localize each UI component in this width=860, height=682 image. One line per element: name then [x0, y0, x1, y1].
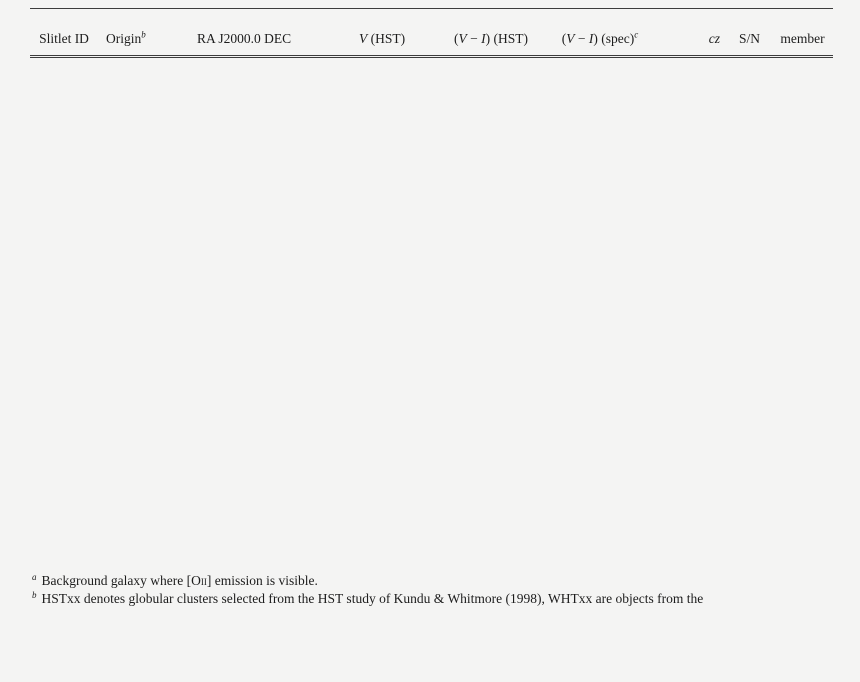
footnote-a-text: Background galaxy where [Oii] emission is visible.	[41, 573, 318, 588]
footnote-b-text: HSTxx denotes globular clusters selected from the HST study of Kundu & Whitmore (1998), WHTxx are objects from the	[41, 591, 704, 606]
header-sn: S/N	[734, 9, 772, 57]
table-header	[30, 9, 833, 57]
footnote-b	[32, 590, 832, 607]
slitlet-data-table	[30, 8, 833, 58]
header-v-hst: V (HST)	[326, 9, 438, 57]
footnotes	[32, 572, 832, 608]
header-member: member	[772, 9, 833, 57]
header-vi-hst: (V − I) (HST)	[438, 9, 544, 57]
header-row	[30, 9, 833, 57]
footnote-b-marker: b	[32, 589, 37, 600]
header-origin: Origin$^b$	[98, 9, 162, 57]
header-slitlet-id: Slitlet ID	[30, 9, 98, 57]
footnote-a-marker: a	[32, 571, 37, 582]
footnote-a	[32, 572, 832, 589]
paper-table	[30, 8, 833, 58]
header-ra-dec: RA J2000.0 DEC	[162, 9, 326, 57]
header-vi-spec: (V − I) (spec)$^c$	[544, 9, 656, 57]
header-cz: cz	[656, 9, 734, 57]
